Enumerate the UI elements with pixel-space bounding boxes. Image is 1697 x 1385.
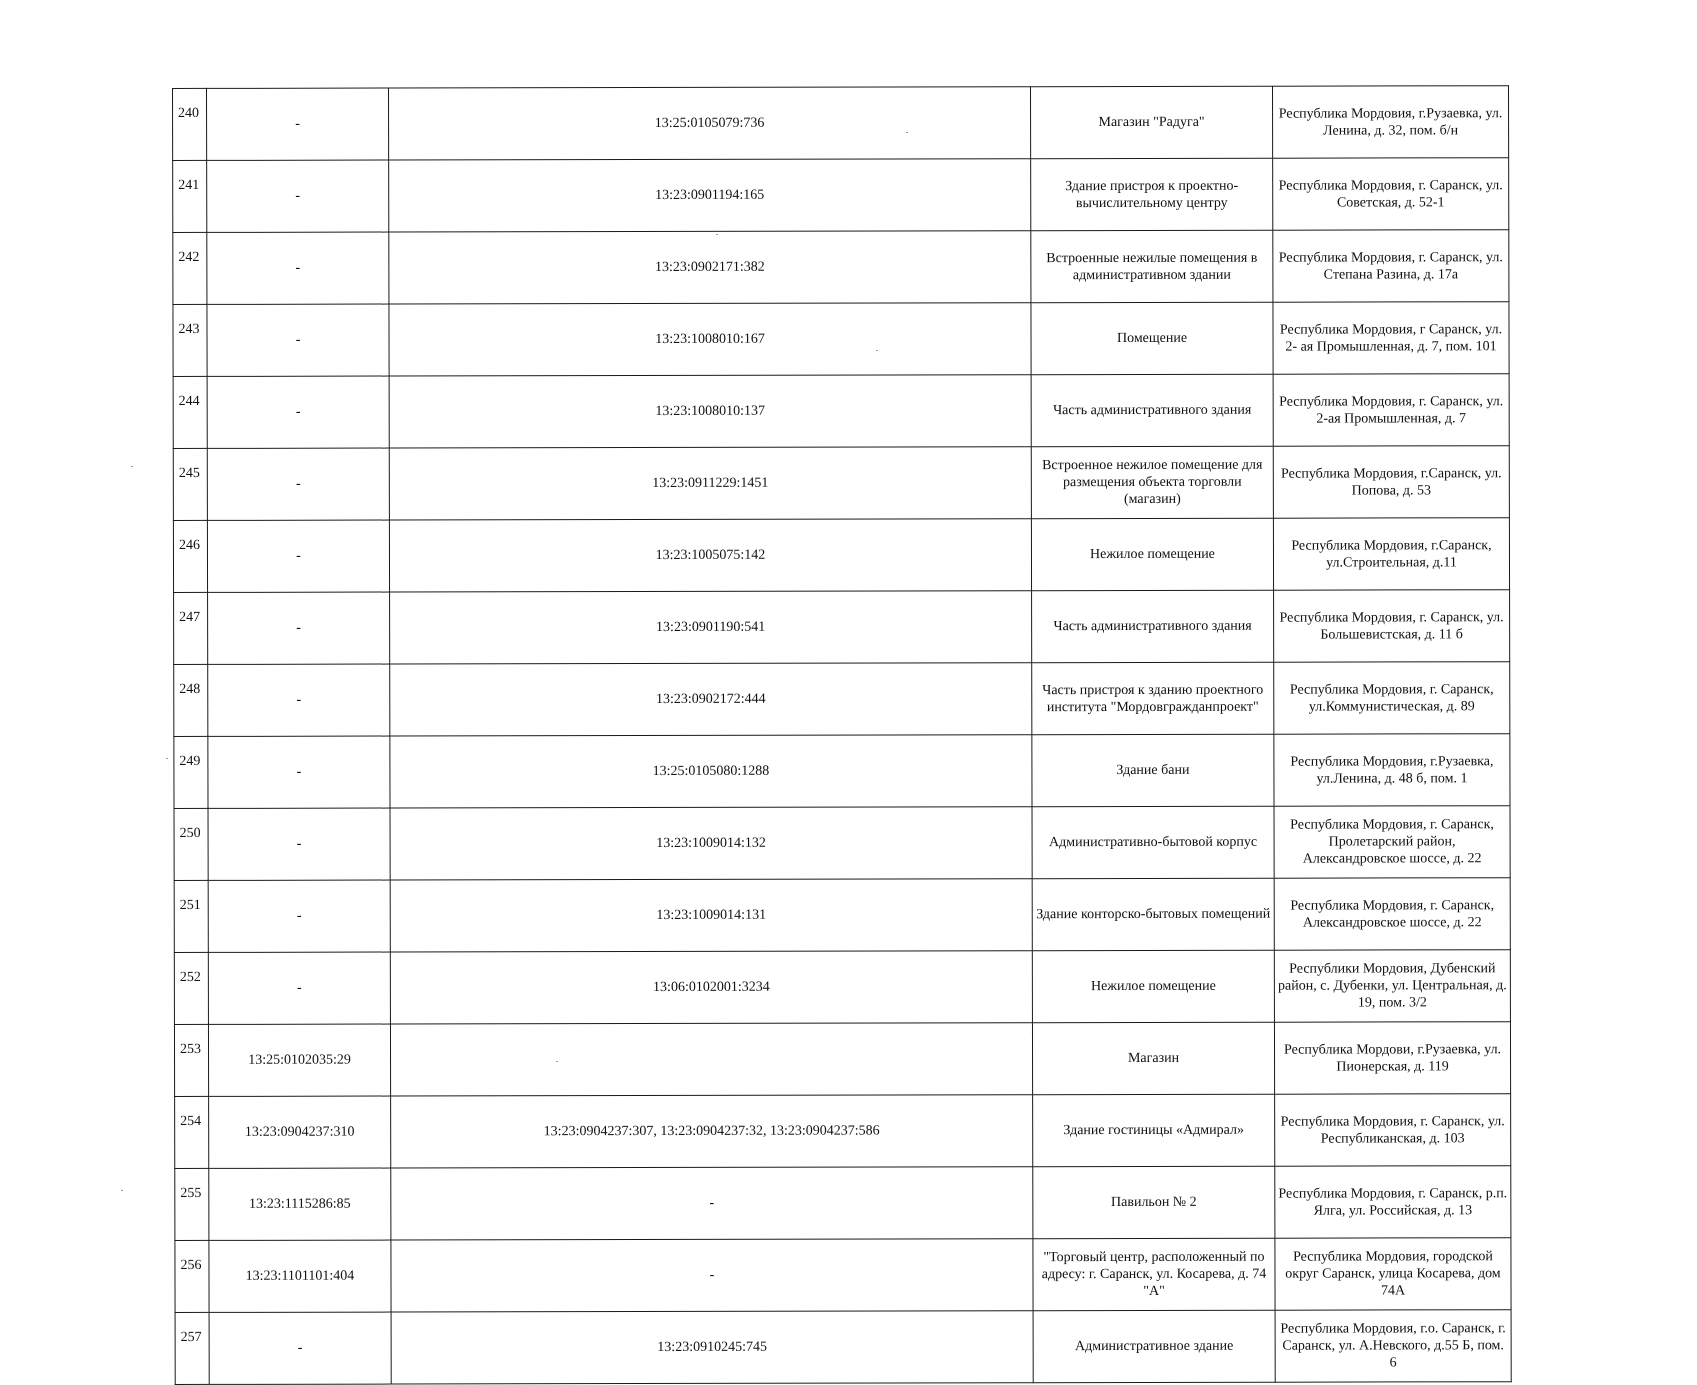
- row-number-cell: 244: [173, 376, 207, 448]
- row-number-cell: 252: [174, 952, 208, 1024]
- object-name-cell: Административно-бытовой корпус: [1032, 806, 1274, 879]
- cadastral-number-cell: 13:25:0102035:29: [208, 1024, 390, 1096]
- row-number-cell: 250: [174, 808, 208, 880]
- table-row: [173, 86, 1509, 161]
- row-number-cell: 257: [175, 1312, 209, 1384]
- scan-speck: [716, 234, 718, 235]
- object-name-cell: Административное здание: [1033, 1310, 1275, 1383]
- object-name-cell: Здание бани: [1032, 734, 1274, 807]
- address-cell: Республика Мордовия, г.Рузаевка, ул. Ленина, д. 32, пом. б/н: [1272, 86, 1508, 158]
- scan-speck: [556, 1061, 558, 1062]
- object-name-cell: Часть пристроя к зданию проектного института "Мордовгражданпроект": [1032, 662, 1274, 735]
- address-cell: Республика Мордовия, г. Саранск, Александровское шоссе, д. 22: [1274, 878, 1510, 950]
- object-name-cell: Встроенное нежилое помещение для размещения объекта торговли (магазин): [1031, 446, 1273, 519]
- cadastral-number-cell: -: [209, 1312, 391, 1384]
- table-row: [174, 1022, 1510, 1097]
- address-cell: Республика Мордовия, г.о. Саранск, г. Саранск, ул. А.Невского, д.55 Б, пом. 6: [1275, 1310, 1511, 1382]
- premises-cadastral-numbers-cell: 13:23:1005075:142: [389, 519, 1031, 592]
- address-cell: Республика Мордовия, г.Саранск, ул.Строительная, д.11: [1273, 518, 1509, 590]
- row-number-cell: 248: [174, 664, 208, 736]
- table-row: [174, 590, 1510, 665]
- scan-speck: [166, 758, 168, 759]
- row-number-cell: 249: [174, 736, 208, 808]
- scan-speck: [876, 350, 878, 351]
- premises-cadastral-numbers-cell: -: [391, 1167, 1033, 1240]
- address-cell: Республика Мордовия, г. Саранск, ул. 2-ая Промышленная, д. 7: [1273, 374, 1509, 446]
- cadastral-number-cell: -: [207, 376, 389, 448]
- address-cell: Республика Мордовия, г. Саранск, р.п. Ялга, ул. Российская, д. 13: [1275, 1166, 1511, 1238]
- scan-speck: [121, 1190, 123, 1191]
- object-name-cell: Здание гостиницы «Адмирал»: [1033, 1094, 1275, 1167]
- table-row: [173, 446, 1509, 521]
- row-number-cell: 255: [175, 1168, 209, 1240]
- address-cell: Республика Мордовия, г. Саранск, Пролетарский район, Александровское шоссе, д. 22: [1274, 806, 1510, 878]
- row-number-cell: 245: [173, 448, 207, 520]
- address-cell: Республика Мордовия, г. Саранск, ул. Большевистская, д. 11 б: [1274, 590, 1510, 662]
- table-row: [173, 302, 1509, 377]
- premises-cadastral-numbers-cell: 13:25:0105079:736: [389, 87, 1031, 160]
- table-row: [173, 518, 1509, 593]
- table-row: [174, 734, 1510, 809]
- cadastral-number-cell: -: [208, 664, 390, 736]
- cadastral-number-cell: -: [208, 952, 390, 1024]
- row-number-cell: 243: [173, 304, 207, 376]
- row-number-cell: 253: [174, 1024, 208, 1096]
- premises-cadastral-numbers-cell: 13:23:0910245:745: [391, 1311, 1033, 1384]
- cadastral-number-cell: -: [208, 808, 390, 880]
- object-name-cell: Здание пристроя к проектно-вычислительному центру: [1031, 158, 1273, 231]
- table-row: [174, 662, 1510, 737]
- property-registry-table: [172, 85, 1512, 1385]
- object-name-cell: Магазин: [1032, 1022, 1274, 1095]
- table-row: [173, 230, 1509, 305]
- cadastral-number-cell: -: [208, 736, 390, 808]
- object-name-cell: "Торговый центр, расположенный по адресу: г. Саранск, ул. Косарева, д. 74 "А": [1033, 1238, 1275, 1311]
- premises-cadastral-numbers-cell: 13:23:0901194:165: [389, 159, 1031, 232]
- premises-cadastral-numbers-cell: -: [391, 1239, 1033, 1312]
- premises-cadastral-numbers-cell: 13:06:0102001:3234: [390, 951, 1032, 1024]
- address-cell: Республика Мордовия, г. Саранск, ул. Советская, д. 52-1: [1273, 158, 1509, 230]
- row-number-cell: 246: [173, 520, 207, 592]
- cadastral-number-cell: -: [208, 880, 390, 952]
- row-number-cell: 256: [175, 1240, 209, 1312]
- scan-speck: [131, 466, 133, 467]
- cadastral-number-cell: -: [207, 448, 389, 520]
- object-name-cell: Помещение: [1031, 302, 1273, 375]
- table-row: [175, 1166, 1511, 1241]
- cadastral-number-cell: -: [207, 304, 389, 376]
- cadastral-number-cell: -: [207, 160, 389, 232]
- cadastral-number-cell: 13:23:1101101:404: [209, 1240, 391, 1312]
- premises-cadastral-numbers-cell: 13:23:1009014:131: [390, 879, 1032, 952]
- cadastral-number-cell: -: [207, 520, 389, 592]
- object-name-cell: Встроенные нежилые помещения в административном здании: [1031, 230, 1273, 303]
- premises-cadastral-numbers-cell: 13:23:1009014:132: [390, 807, 1032, 880]
- object-name-cell: Здание конторско-бытовых помещений: [1032, 878, 1274, 951]
- address-cell: Республика Мордовия, г.Рузаевка, ул.Ленина, д. 48 б, пом. 1: [1274, 734, 1510, 806]
- address-cell: Республика Мордовия, г. Саранск, ул. Республиканская, д. 103: [1275, 1094, 1511, 1166]
- table-row: [174, 950, 1510, 1025]
- address-cell: Республика Мордовия, г Саранск, ул. 2- ая Промышленная, д. 7, пом. 101: [1273, 302, 1509, 374]
- cadastral-number-cell: -: [207, 88, 389, 160]
- row-number-cell: 254: [175, 1096, 209, 1168]
- address-cell: Республика Мордовия, городской округ Саранск, улица Косарева, дом 74А: [1275, 1238, 1511, 1310]
- premises-cadastral-numbers-cell: 13:23:0911229:1451: [389, 447, 1031, 520]
- table-row: [174, 806, 1510, 881]
- row-number-cell: 251: [174, 880, 208, 952]
- premises-cadastral-numbers-cell: 13:23:0902171:382: [389, 231, 1031, 304]
- object-name-cell: Часть административного здания: [1032, 590, 1274, 663]
- table-row: [173, 158, 1509, 233]
- premises-cadastral-numbers-cell: 13:23:0904237:307, 13:23:0904237:32, 13:23:0904237:586: [391, 1095, 1033, 1168]
- table-row: [175, 1094, 1511, 1169]
- object-name-cell: Часть административного здания: [1031, 374, 1273, 447]
- table-row: [174, 878, 1510, 953]
- premises-cadastral-numbers-cell: 13:25:0105080:1288: [390, 735, 1032, 808]
- object-name-cell: Павильон № 2: [1033, 1166, 1275, 1239]
- table-row: [175, 1238, 1511, 1313]
- cadastral-number-cell: -: [208, 592, 390, 664]
- object-name-cell: Нежилое помещение: [1032, 950, 1274, 1023]
- address-cell: Республика Мордовия, г.Саранск, ул. Попова, д. 53: [1273, 446, 1509, 518]
- premises-cadastral-numbers-cell: 13:23:1008010:167: [389, 303, 1031, 376]
- cadastral-number-cell: 13:23:1115286:85: [209, 1168, 391, 1240]
- object-name-cell: Магазин "Радуга": [1030, 86, 1272, 159]
- address-cell: Республика Мордови, г.Рузаевка, ул. Пионерская, д. 119: [1274, 1022, 1510, 1094]
- premises-cadastral-numbers-cell: [390, 1023, 1032, 1096]
- row-number-cell: 241: [173, 160, 207, 232]
- premises-cadastral-numbers-cell: 13:23:0901190:541: [390, 591, 1032, 664]
- table-row: [175, 1310, 1511, 1385]
- cadastral-number-cell: 13:23:0904237:310: [209, 1096, 391, 1168]
- row-number-cell: 247: [174, 592, 208, 664]
- scan-speck: [906, 132, 908, 133]
- address-cell: Республики Мордовия, Дубенский район, с. Дубенки, ул. Центральная, д. 19, пом. 3/2: [1274, 950, 1510, 1022]
- table-row: [173, 374, 1509, 449]
- address-cell: Республика Мордовия, г. Саранск, ул.Коммунистическая, д. 89: [1274, 662, 1510, 734]
- premises-cadastral-numbers-cell: 13:23:0902172:444: [390, 663, 1032, 736]
- row-number-cell: 242: [173, 232, 207, 304]
- cadastral-number-cell: -: [207, 232, 389, 304]
- row-number-cell: 240: [173, 88, 207, 160]
- address-cell: Республика Мордовия, г. Саранск, ул. Степана Разина, д. 17а: [1273, 230, 1509, 302]
- premises-cadastral-numbers-cell: 13:23:1008010:137: [389, 375, 1031, 448]
- object-name-cell: Нежилое помещение: [1031, 518, 1273, 591]
